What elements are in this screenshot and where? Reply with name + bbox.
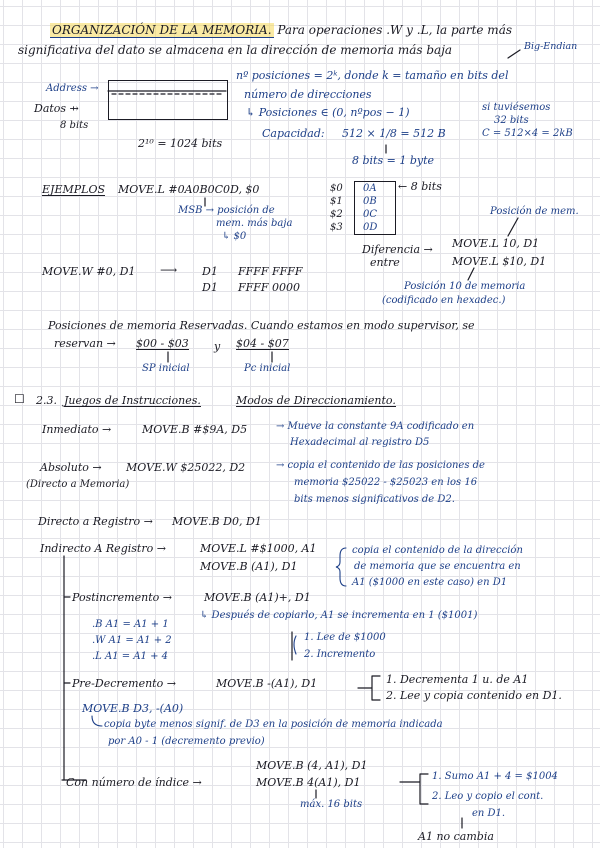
pre-example: MOVE.B D3, -(A0) (82, 702, 184, 715)
idx-steps-bracket (400, 774, 428, 804)
msb-line3: ↳ $0 (222, 231, 247, 242)
capacity-example: 2¹⁰ = 1024 bits (138, 137, 223, 150)
d1-row2-label: D1 (202, 281, 218, 294)
msb-line2: mem. más baja (216, 218, 293, 229)
pre-instr: MOVE.B -(A1), D1 (216, 677, 318, 690)
move-w-arrow: ⟶ (160, 263, 178, 277)
big-endian-note: Big-Endian (524, 41, 578, 52)
absoluto-label: Absoluto → (40, 461, 102, 474)
indirecto-brace (336, 548, 346, 586)
indirecto-instr2: MOVE.B (A1), D1 (200, 560, 298, 573)
mem-value: 0C (363, 209, 378, 220)
post-instr: MOVE.B (A1)+, D1 (204, 591, 311, 604)
inmediato-desc1: → Mueve la constante 9A codificado en (276, 421, 475, 432)
absoluto-desc1: → copia el contenido de las posiciones de (276, 460, 485, 471)
indirecto-instr1: MOVE.L #$1000, A1 (200, 542, 317, 555)
mem-address: $0 (330, 183, 343, 194)
move-w-instr: MOVE.W #0, D1 (42, 265, 136, 278)
idx-step3: en D1. (472, 808, 506, 819)
alt-line2: 32 bits (494, 115, 529, 126)
positions-range: ↳ Posiciones ∈ (0, nºpos − 1) (246, 106, 410, 119)
section-checkbox[interactable]: ☐ (14, 392, 25, 406)
indirecto-desc1: copia el contenido de la dirección (352, 545, 523, 556)
idx-label: Con número de índice → (66, 776, 202, 789)
idx-step1: 1. Sumo A1 + 4 = $1004 (432, 771, 558, 782)
memory-block-diagram (108, 80, 228, 120)
pos10-line1: Posición 10 de memoria (404, 281, 526, 292)
diff-instr2: MOVE.L $10, D1 (452, 255, 547, 268)
mem-address: $2 (330, 209, 343, 220)
post-step1: 1. Lee de $1000 (304, 632, 386, 643)
absoluto-instr: MOVE.W $25022, D2 (126, 461, 246, 474)
diff-label-entre: entre (370, 256, 400, 269)
mem-value: 0D (363, 222, 378, 233)
absoluto-label2: (Directo a Memoria) (26, 479, 130, 490)
page-heading (50, 24, 512, 36)
d1-row1-label: D1 (202, 265, 218, 278)
title-line2: significativa del dato se almacena en la dirección de memoria más baja (18, 43, 453, 57)
reserved-label2: Pc inicial (244, 363, 291, 374)
reserved-line1: Posiciones de memoria Reservadas. Cuando estamos en modo supervisor, se (48, 319, 475, 332)
examples-move-l: MOVE.L #0A0B0C0D, $0 (118, 183, 260, 196)
post-steps-brace-blue (294, 636, 296, 654)
diff-instr1: MOVE.L 10, D1 (452, 237, 540, 250)
idx-instr: MOVE.B 4(A1), D1 (256, 776, 361, 789)
mem-value: 0B (363, 196, 377, 207)
pos10-line2: (codificado en hexadec.) (382, 295, 506, 306)
absoluto-desc2: memoria $25022 - $25023 en los 16 (294, 477, 478, 488)
inmediato-label: Inmediato → (42, 423, 112, 436)
post-l: .L A1 = A1 + 4 (92, 651, 169, 662)
idx-note: máx. 16 bits (300, 799, 363, 810)
d1-row1-value: FFFF FFFF (238, 265, 303, 278)
absoluto-desc3: bits menos significativos de D2. (294, 494, 455, 505)
pre-steps-bracket (358, 676, 380, 700)
pre-example-hook (92, 716, 102, 726)
bits-label: 8 bits (60, 120, 89, 131)
section-number: 2.3. (36, 394, 57, 407)
reserved-line2-prefix: reservan → (54, 337, 116, 350)
address-label: Address → (46, 83, 99, 94)
indirecto-desc3: A1 ($1000 en este caso) en D1 (352, 577, 508, 588)
mem-address: $3 (330, 222, 343, 233)
pre-step1: 1. Decrementa 1 u. de A1 (386, 673, 529, 686)
post-step2: 2. Incremento (304, 649, 376, 660)
post-label: Postincremento → (72, 591, 172, 604)
byte-equation: 8 bits = 1 byte (352, 154, 435, 167)
section-title-part2: Modos de Direccionamiento. (236, 394, 396, 407)
pos-mem-label: Posición de mem. (490, 206, 579, 217)
mem-value: 0A (363, 183, 377, 194)
reserved-range1: $00 - $03 (136, 337, 189, 350)
indirecto-tree-line (64, 556, 86, 780)
msb-label: MSB → posición de (178, 205, 275, 216)
d1-row2-value: FFFF 0000 (238, 281, 301, 294)
indirecto-label: Indirecto A Registro → (40, 542, 166, 555)
directo-label: Directo a Registro → (38, 515, 153, 528)
mem-address: $1 (330, 196, 343, 207)
inmediato-instr: MOVE.B #$9A, D5 (142, 423, 248, 436)
datos-label: Datos ⇸ (34, 102, 79, 115)
idx-step2: 2. Leo y copio el cont. (432, 791, 544, 802)
indirecto-desc2: de memoria que se encuentra en (354, 561, 521, 572)
diff-label: Diferencia → (362, 243, 433, 256)
pre-step2: 2. Lee y copia contenido en D1. (386, 689, 562, 702)
big-endian-arrow (508, 50, 520, 58)
capacity-label: Capacidad: (262, 127, 325, 140)
examples-heading: EJEMPLOS (42, 183, 105, 196)
inmediato-desc2: Hexadecimal al registro D5 (290, 437, 430, 448)
pre-example-desc1: copia byte menos signif. de D3 en la posición de memoria indicada (104, 719, 443, 730)
reserved-range2: $04 - $07 (236, 337, 289, 350)
idx-final: A1 no cambia (418, 830, 494, 843)
reserved-and: y (214, 340, 221, 353)
pos-mem-arrow (508, 218, 518, 236)
pos10-arrow (468, 268, 474, 280)
post-w: .W A1 = A1 + 2 (92, 635, 172, 646)
reserved-label1: SP inicial (142, 363, 190, 374)
idx-instr-top: MOVE.B (4, A1), D1 (256, 759, 368, 772)
post-desc: ↳ Después de copiarlo, A1 se incrementa en 1 ($1001) (200, 610, 478, 621)
capacity-formula: 512 × 1/8 = 512 B (342, 127, 446, 140)
alt-line3: C = 512×4 = 2kB (482, 128, 573, 139)
heading-highlight: ORGANIZACIÓN DE LA MEMORIA. (52, 23, 272, 37)
post-b: .B A1 = A1 + 1 (92, 619, 169, 630)
mem-bits-label: ← 8 bits (398, 180, 442, 193)
alt-line1: si tuviésemos (482, 102, 551, 113)
pre-label: Pre-Decremento → (72, 677, 176, 690)
positions-line1: nº posiciones = 2ᵏ, donde k = tamaño en bits del (236, 69, 509, 82)
positions-line2: número de direcciones (244, 88, 372, 101)
directo-instr: MOVE.B D0, D1 (172, 515, 262, 528)
title-line1-rest: Para operaciones .W y .L, la parte más (277, 23, 512, 37)
section-title-part1: Juegos de Instrucciones. (64, 394, 201, 407)
pre-example-desc2: por A0 - 1 (decremento previo) (108, 736, 265, 747)
